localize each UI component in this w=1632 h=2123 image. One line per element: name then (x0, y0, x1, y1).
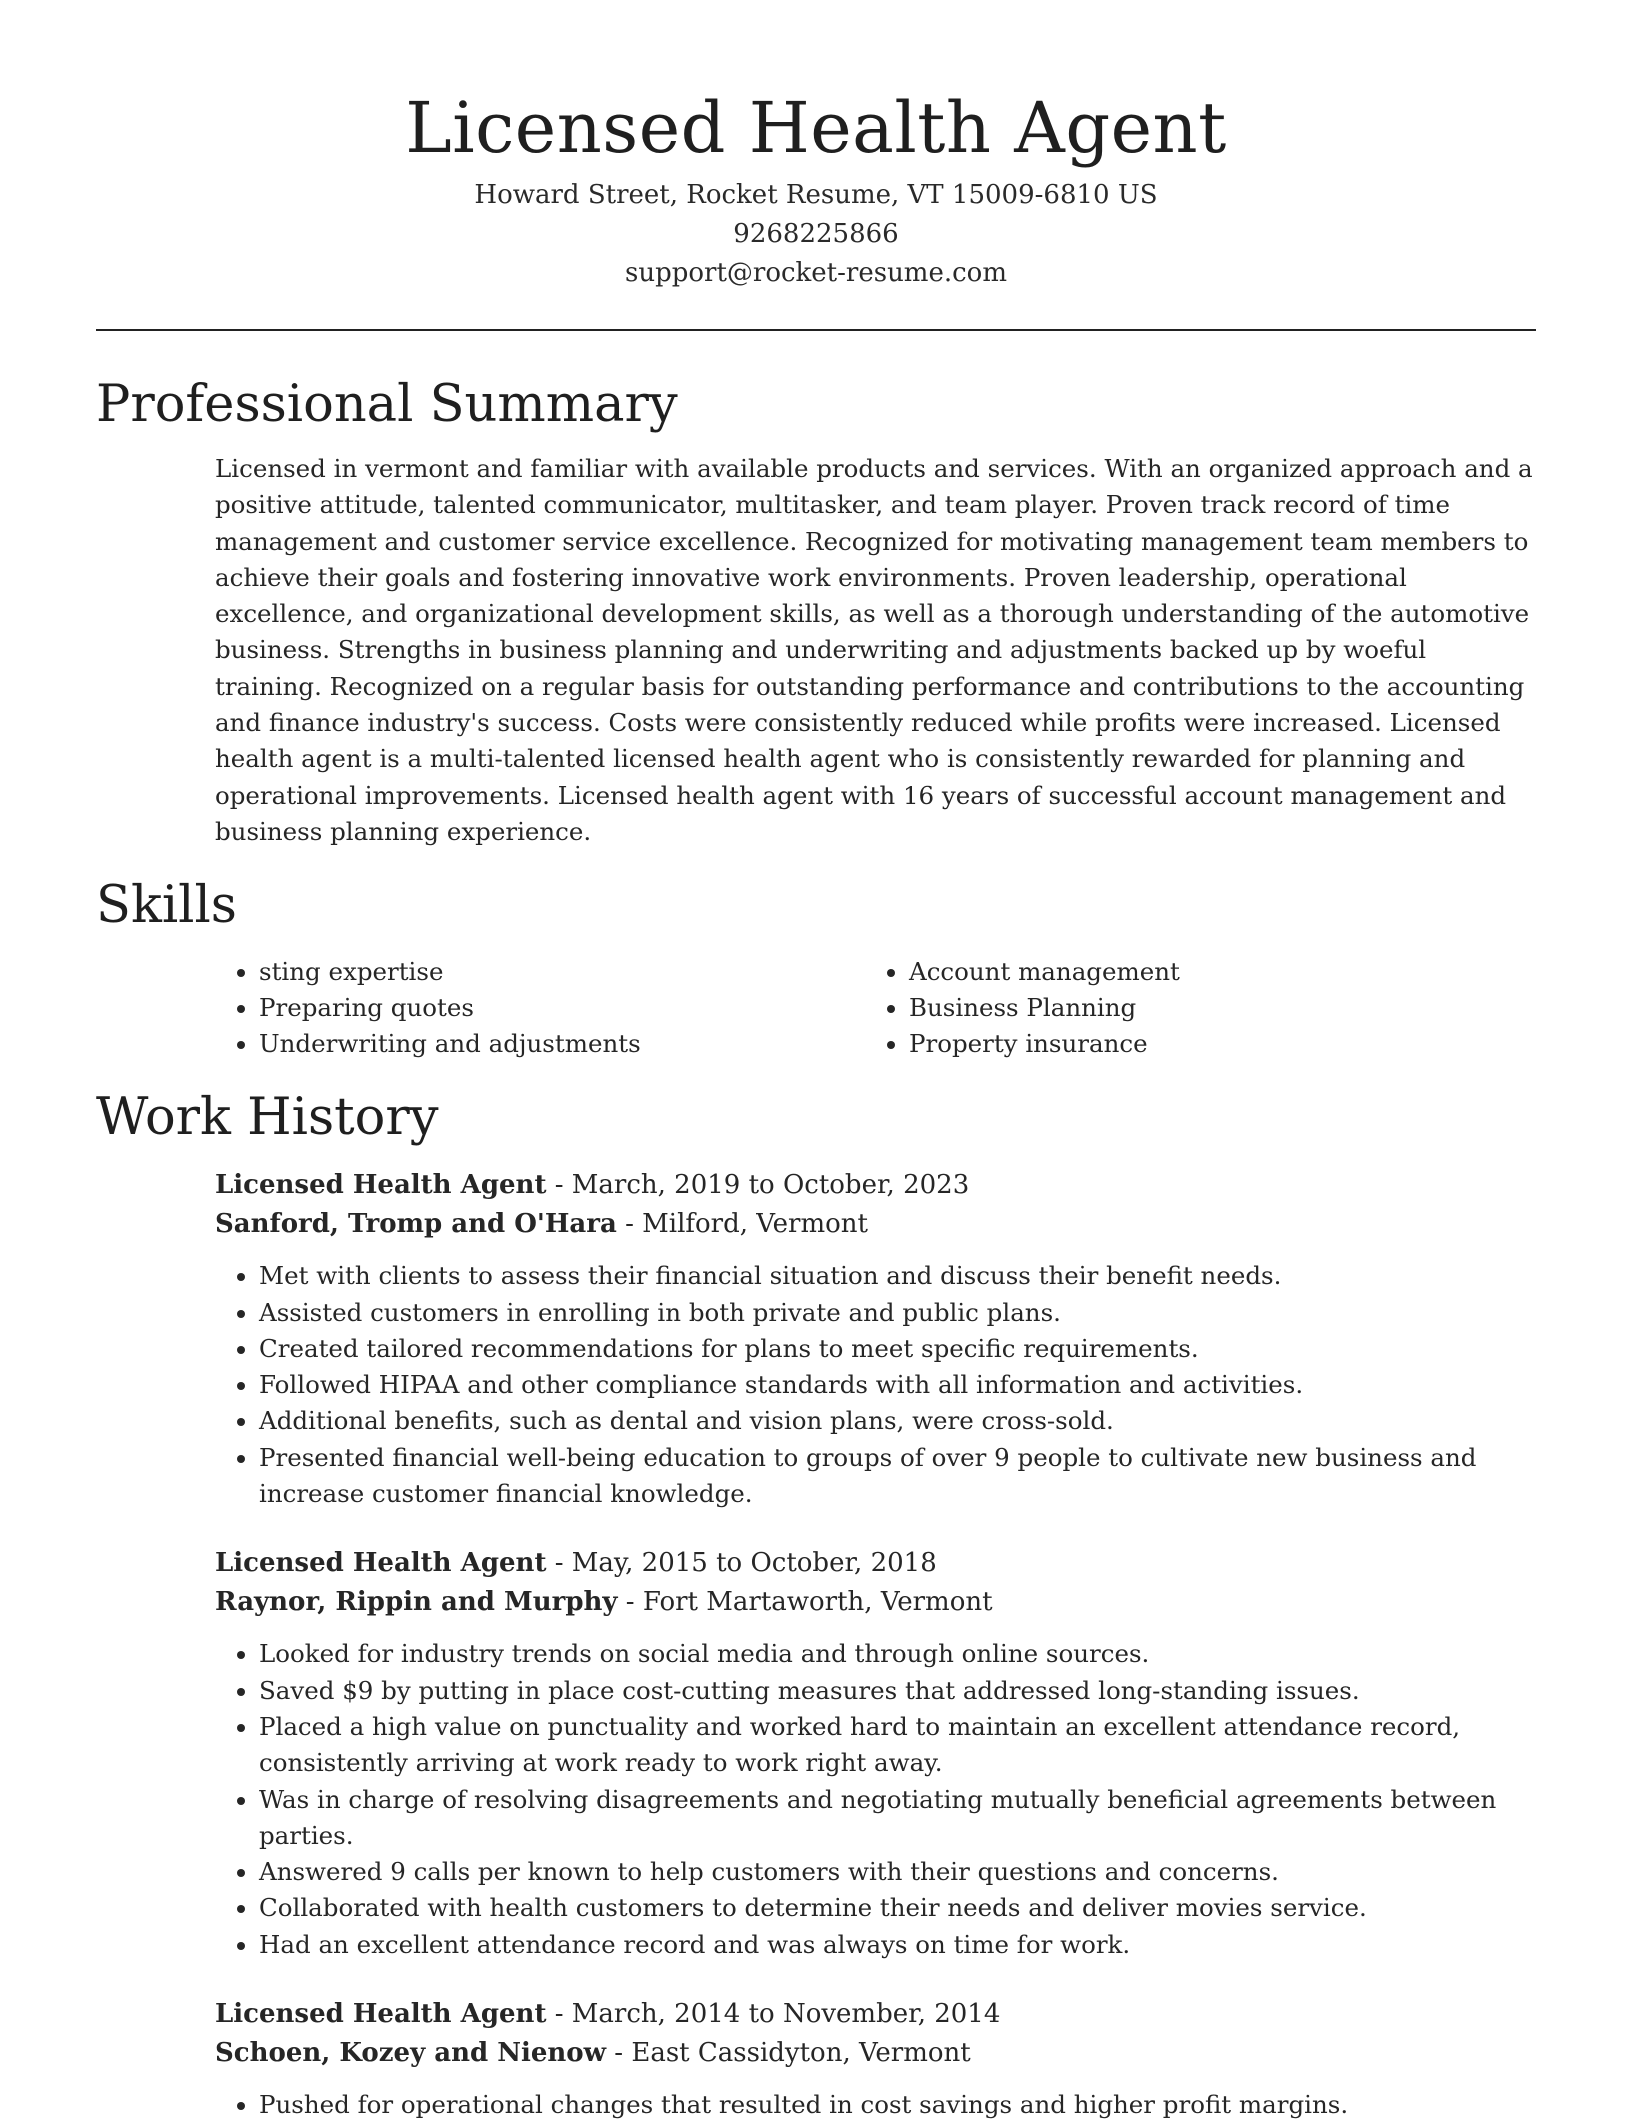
job-company-line (215, 1205, 1536, 1244)
summary-text: Licensed in vermont and familiar with available products and services. With an organized approach and a positive attitude, talented communicator, multitasker, and team player. Proven track record of time management and customer service excellence. Recognized for motivating management team members to achieve their goals and fostering innovative work environments. Proven leadership, operational excellence, and organizational development skills, as well as a thorough understanding of the automotive business. Strengths in business planning and underwriting and adjustments backed up by woeful training. Recognized on a regular basis for outstanding performance and contributions to the accounting and finance industry's success. Costs were consistently reduced while profits were increased. Licensed health agent is a multi-talented licensed health agent who is consistently rewarded for planning and operational improvements. Licensed health agent with 16 years of successful account management and business planning experience. (215, 454, 1533, 846)
job-company: Sanford, Tromp and O'Hara (215, 1209, 617, 1240)
job-bullet: • Pushed for operational changes that resulted in cost savings and higher profit margins. (259, 2087, 1536, 2123)
skills-list-left (215, 954, 865, 1062)
header-divider (96, 329, 1536, 331)
work-history-heading: Work History (96, 1088, 439, 1148)
resume-header (96, 80, 1536, 293)
job-bullet: • Placed a high value on punctuality and worked hard to maintain an excellent attendance record, consistently arriving at work ready to work right away. (259, 1709, 1536, 1782)
job-bullet: • Assisted customers in enrolling in both private and public plans. (259, 1295, 1536, 1331)
skills-heading: Skills (96, 876, 237, 936)
job-bullet: • Answered 9 calls per known to help customers with their questions and concerns. (259, 1854, 1536, 1890)
job-bullet: • Additional benefits, such as dental and vision plans, were cross-sold. (259, 1403, 1536, 1439)
job-bullet: • Followed HIPAA and other compliance standards with all information and activities. (259, 1367, 1536, 1403)
job-location: - Fort Martaworth, Vermont (617, 1587, 993, 1618)
job-bullet-list (215, 1636, 1536, 1963)
job-location: - Milford, Vermont (616, 1209, 868, 1240)
job-bullet: • Presented financial well-being education to groups of over 9 people to cultivate new business and increase customer financial knowledge. (259, 1440, 1536, 1513)
job-bullet: • Met with clients to assess their financial situation and discuss their benefit needs. (259, 1258, 1536, 1294)
contact-address: Howard Street, Rocket Resume, VT 15009-6810 US (474, 180, 1158, 210)
job-bullet: • Created tailored recommendations for plans to meet specific requirements. (259, 1331, 1536, 1367)
job-dates: - March, 2014 to November, 2014 (546, 1999, 1001, 2030)
candidate-name: Licensed Health Agent (405, 87, 1227, 169)
job-entry (215, 1544, 1536, 1963)
job-bullet: • Was in charge of resolving disagreements and negotiating mutually beneficial agreements between parties. (259, 1782, 1536, 1855)
job-company: Schoen, Kozey and Nienow (215, 2038, 607, 2069)
job-role: Licensed Health Agent (215, 1999, 547, 2030)
job-title-line (215, 1166, 1536, 1205)
job-title-line (215, 1544, 1536, 1583)
work-history-section (96, 1082, 1536, 2123)
job-location: - East Cassidyton, Vermont (606, 2038, 971, 2069)
skills-section (96, 870, 1536, 1062)
job-role: Licensed Health Agent (215, 1548, 547, 1579)
job-company-line (215, 2034, 1536, 2073)
skill-item: • Underwriting and adjustments (259, 1026, 865, 1062)
summary-section (96, 369, 1536, 850)
job-dates: - March, 2019 to October, 2023 (546, 1170, 970, 1201)
job-dates: - May, 2015 to October, 2018 (546, 1548, 937, 1579)
job-entry (215, 1166, 1536, 1512)
resume-page (96, 80, 1536, 2123)
job-bullet: • Collaborated with health customers to determine their needs and deliver movies service. (259, 1890, 1536, 1926)
skill-item: • sting expertise (259, 954, 865, 990)
job-entry (215, 1995, 1536, 2123)
job-company: Raynor, Rippin and Murphy (215, 1587, 618, 1618)
summary-heading: Professional Summary (96, 375, 678, 434)
job-company-line (215, 1583, 1536, 1622)
skills-grid (215, 954, 1536, 1062)
skill-item: • Account management (909, 954, 1509, 990)
job-bullet: • Had an excellent attendance record and was always on time for work. (259, 1927, 1536, 1963)
skill-item: • Business Planning (909, 990, 1509, 1026)
job-role: Licensed Health Agent (215, 1170, 547, 1201)
skill-item: • Property insurance (909, 1026, 1509, 1062)
contact-phone: 9268225866 (733, 219, 899, 249)
skills-list-right (865, 954, 1509, 1062)
job-bullet: • Looked for industry trends on social media and through online sources. (259, 1636, 1536, 1672)
job-bullet-list (215, 1258, 1536, 1512)
contact-email: support@rocket-resume.com (624, 258, 1007, 288)
skill-item: • Preparing quotes (259, 990, 865, 1026)
job-title-line (215, 1995, 1536, 2034)
job-bullet: • Saved $9 by putting in place cost-cutting measures that addressed long-standing issues. (259, 1673, 1536, 1709)
job-bullet-list (215, 2087, 1536, 2123)
